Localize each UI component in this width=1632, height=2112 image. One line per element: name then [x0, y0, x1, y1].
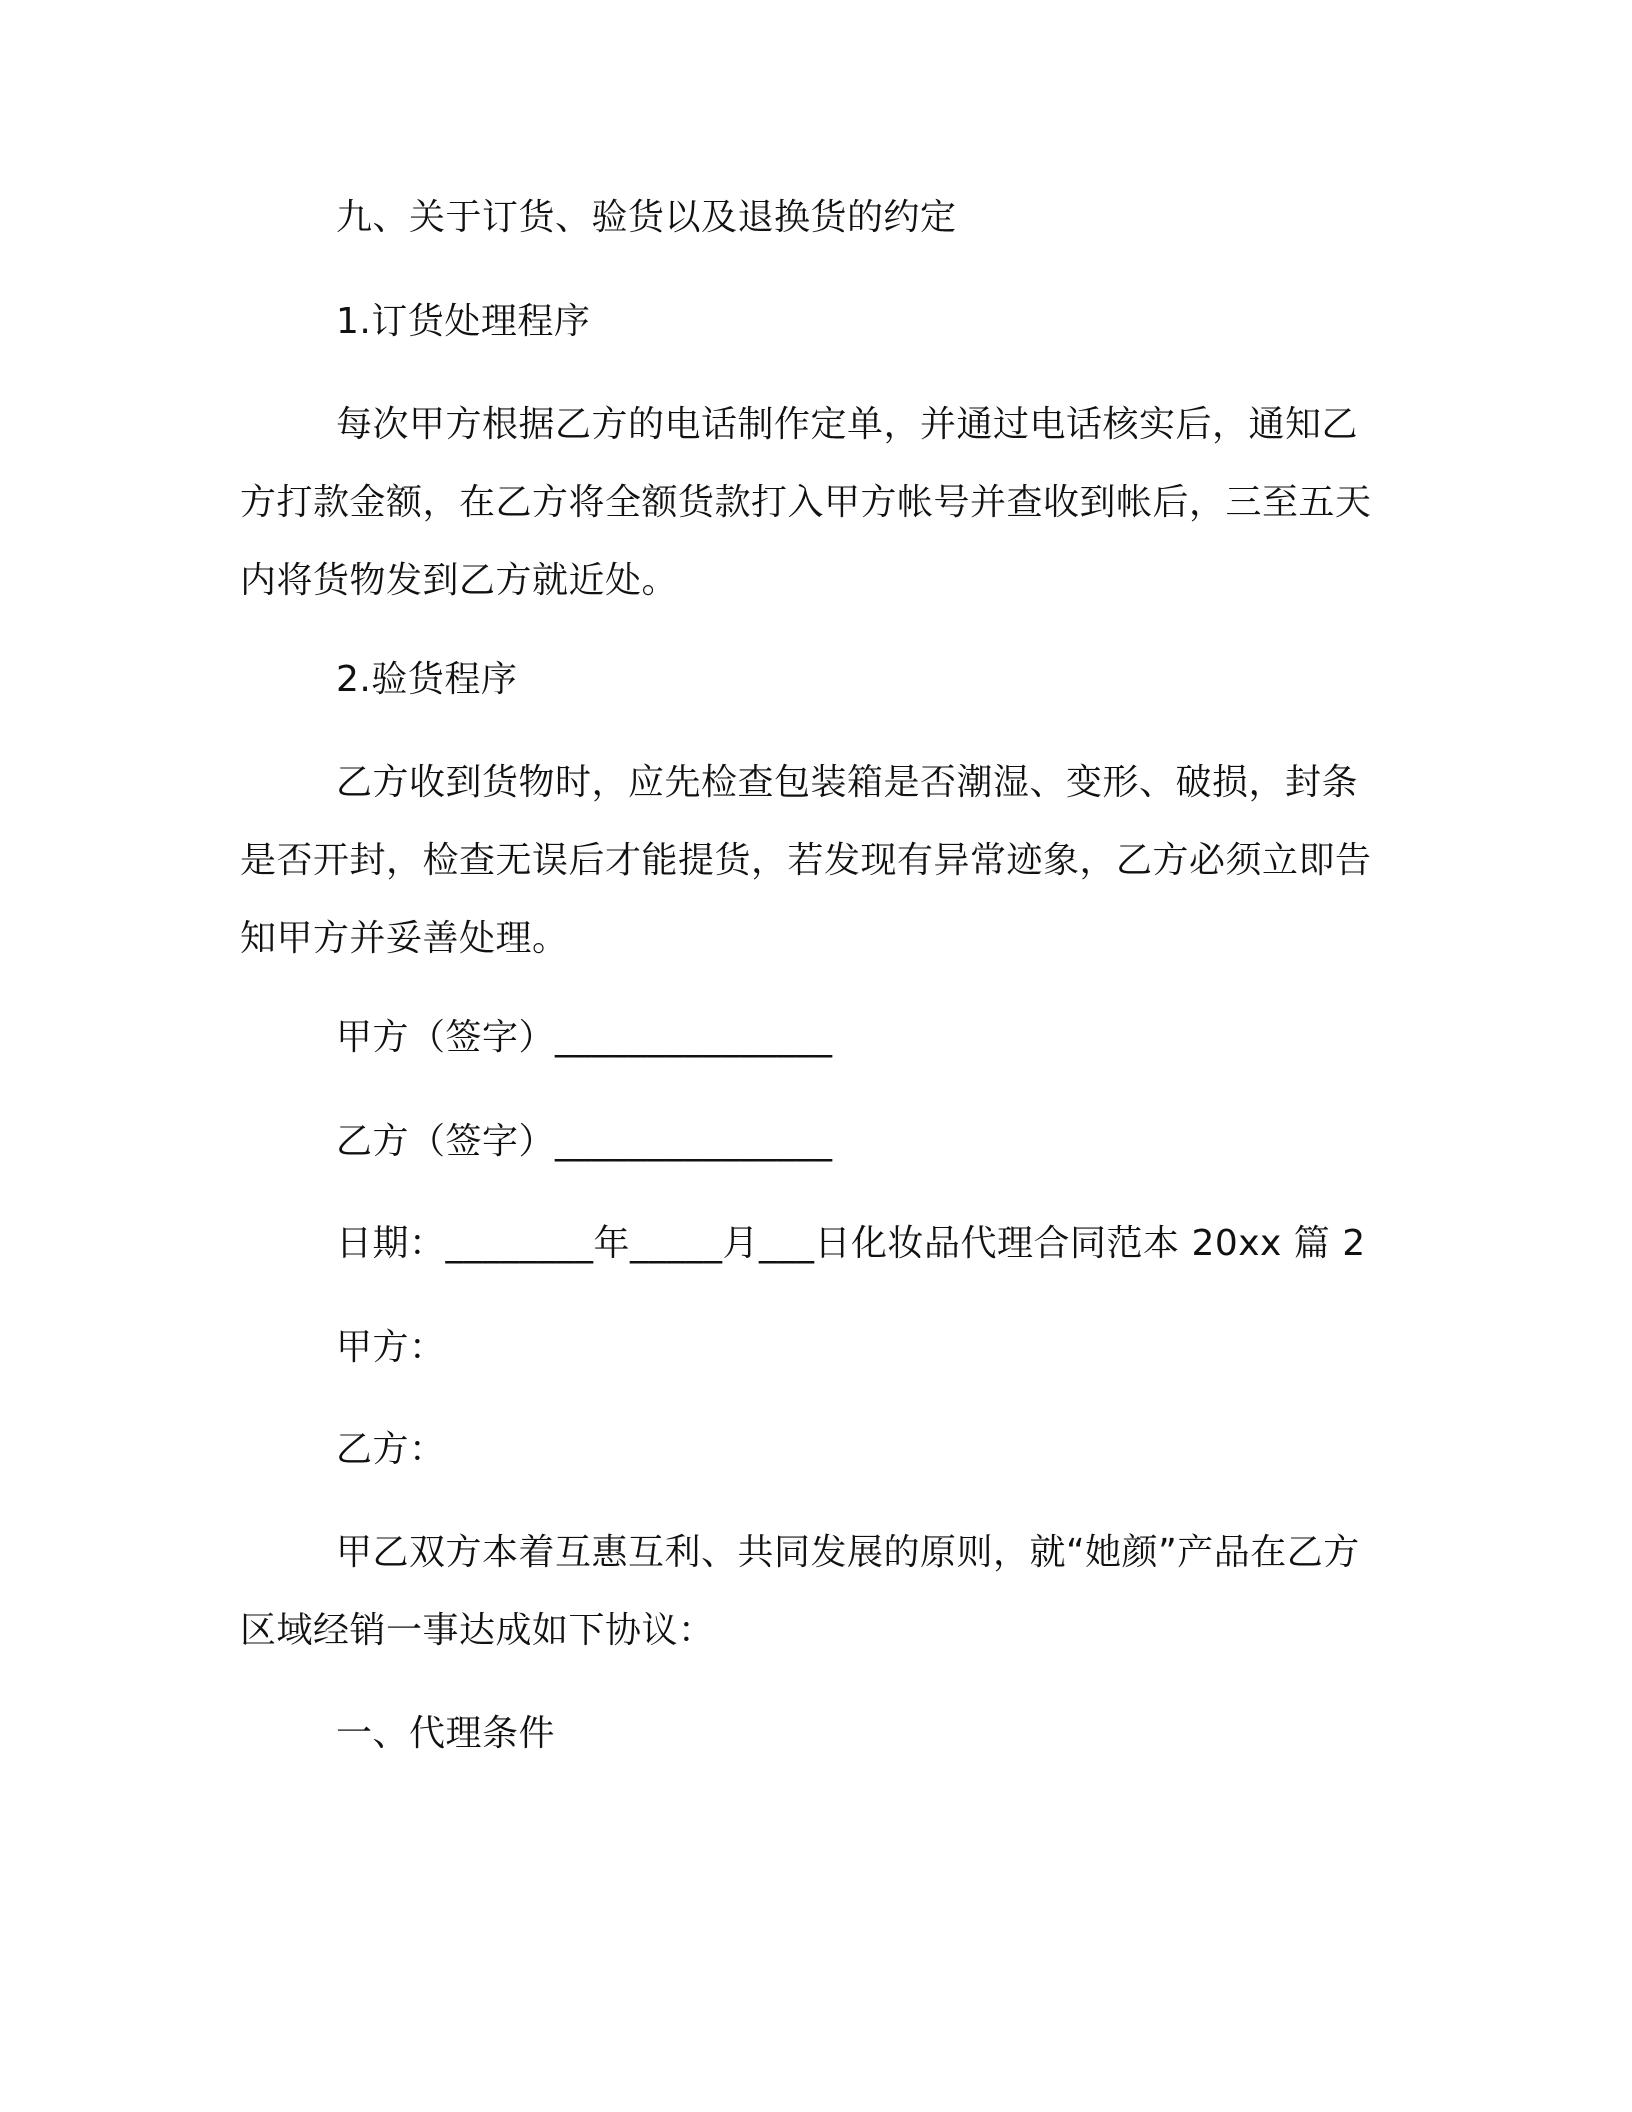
- body-paragraph: 乙方收到货物时，应先检查包装箱是否潮湿、变形、破损，封条是否开封，检查无误后才能提货，若发现有异常迹象，乙方必须立即告知甲方并妥善处理。: [240, 762, 1372, 959]
- party-b-signature-line: 乙方（签字）_______________: [336, 1121, 833, 1162]
- section-heading: 九、关于订货、验货以及退换货的约定: [336, 197, 957, 238]
- party-a-signature-line: 甲方（签字）_______________: [336, 1017, 833, 1058]
- subsection-heading: 1.订货处理程序: [336, 301, 591, 342]
- party-b-label: 乙方：: [336, 1429, 446, 1470]
- section-heading: 一、代理条件: [336, 1713, 556, 1754]
- party-a-label: 甲方：: [336, 1327, 446, 1368]
- subsection-heading: 2.验货程序: [336, 659, 518, 700]
- body-paragraph: 每次甲方根据乙方的电话制作定单，并通过电话核实后，通知乙方打款金额，在乙方将全额货款打入甲方帐号并查收到帐后，三至五天内将货物发到乙方就近处。: [240, 404, 1372, 601]
- agreement-intro-paragraph: 甲乙双方本着互惠互利、共同发展的原则，就“她颜”产品在乙方区域经销一事达成如下协议：: [240, 1532, 1360, 1651]
- date-line: 日期：________年_____月___日化妆品代理合同范本 20xx 篇 2: [336, 1223, 1366, 1264]
